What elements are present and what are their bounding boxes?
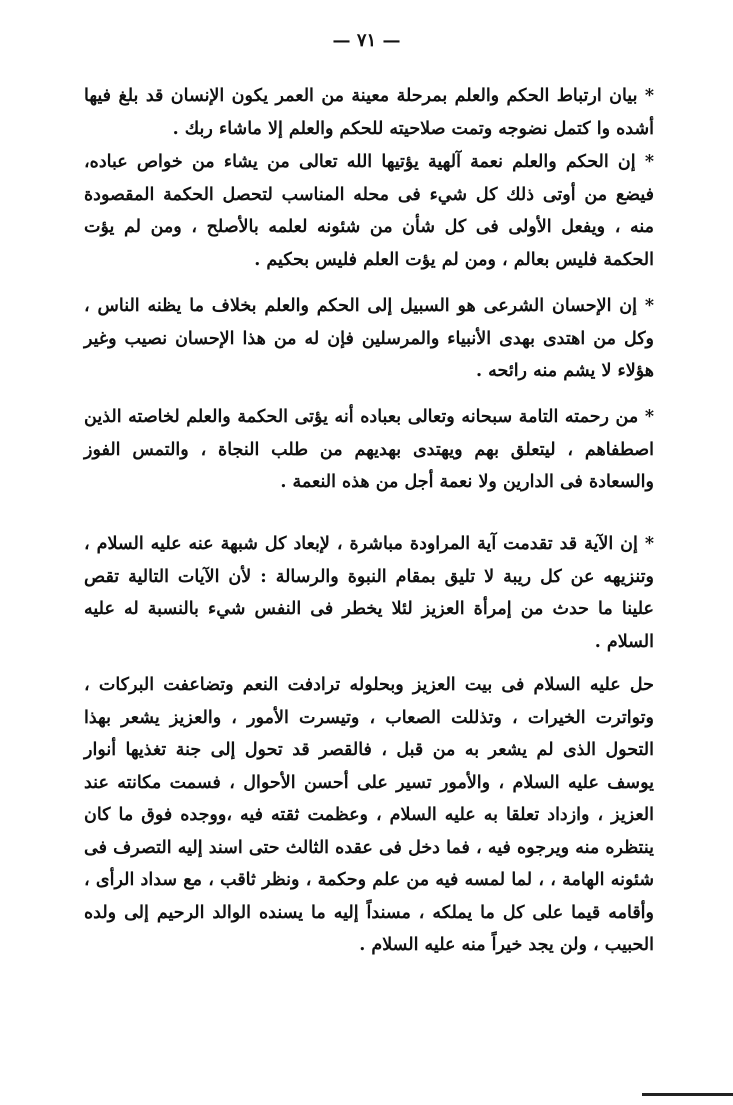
paragraph-3: * إن الإحسان الشرعى هو السبيل إلى الحكم والعلم بخلاف ما يظنه الناس ، وكل من اهتدى بهدى الأنبياء والمرسلين فإن له من هذا الإحسان نصيب وغير هؤلاء لا يشم منه رائحه . (84, 296, 654, 381)
paragraph-4: * من رحمته التامة سبحانه وتعالى بعباده أنه يؤتى الحكمة والعلم لخاصته الذين اصطفاهم ، ليتعلق بهم ويهتدى بهديهم من طلب النجاة ، والتمس الفوز والسعادة فى الدارين ولا نعمة أجل من هذه النعمة . (84, 407, 654, 492)
paragraph-1: * بيان ارتباط الحكم والعلم بمرحلة معينة من العمر يكون الإنسان قد بلغ فيها أشده وا كتمل نضوجه وتمت صلاحيته للحكم والعلم إلا ماشاء ربك . (84, 86, 654, 139)
page-number: — ٧١ — (332, 30, 401, 51)
paragraph-2: * إن الحكم والعلم نعمة آلهية يؤتيها الله تعالى من يشاء من خواص عباده، فيضع من أوتى ذلك كل شيء فى محله المناسب لتحصل الحكمة المقصودة منه ، ويفعل الأولى فى كل شأن من شئونه لعلمه بالأصلح ، ومن لم يؤت الحكمة فليس بعالم ، ومن لم يؤت العلم فليس بحكيم . (84, 152, 654, 270)
bottom-rule (642, 1093, 733, 1096)
paragraph-5: * إن الآية قد تقدمت آية المراودة مباشرة ، لإبعاد كل شبهة عنه عليه السلام ، وتنزيهه عن كل ريبة لا تليق بمقام النبوة والرسالة : لأن الآيات التالية تقص علينا ما حدث من إمرأة العزيز لئلا يخطر فى النفس شيء بالنسبة له عليه السلام . (84, 534, 654, 652)
paragraph-6: حل عليه السلام فى بيت العزيز وبحلوله ترادفت النعم وتضاعفت البركات ، وتواترت الخيرات ، وتذللت الصعاب ، وتيسرت الأمور ، والعزيز يشعر بهذا التحول الذى لم يشعر به من قبل ، فالقصر قد تحول إلى جنة تغذيها أنوار يوسف عليه السلام ، والأمور تسير على أحسن الأحوال ، فسمت مكانته عند العزيز ، وازداد تعلقا به عليه السلام ، وعظمت ثقته فيه ،ووجده فوق ما كان ينتظره منه ويرجوه فيه ، فما دخل فى عقده الثالث حتى اسند إليه التصرف فى شئونه الهامة ، ، لما لمسه فيه من علم وحكمة ، ونظر ثاقب ، مع سداد الرأى ، وأقامه قيما على كل ما يملكه ، مسنداً إليه ما يسنده الوالد الرحيم إلى ولده الحبيب ، ولن يجد خيراً منه عليه السلام . (84, 675, 654, 955)
